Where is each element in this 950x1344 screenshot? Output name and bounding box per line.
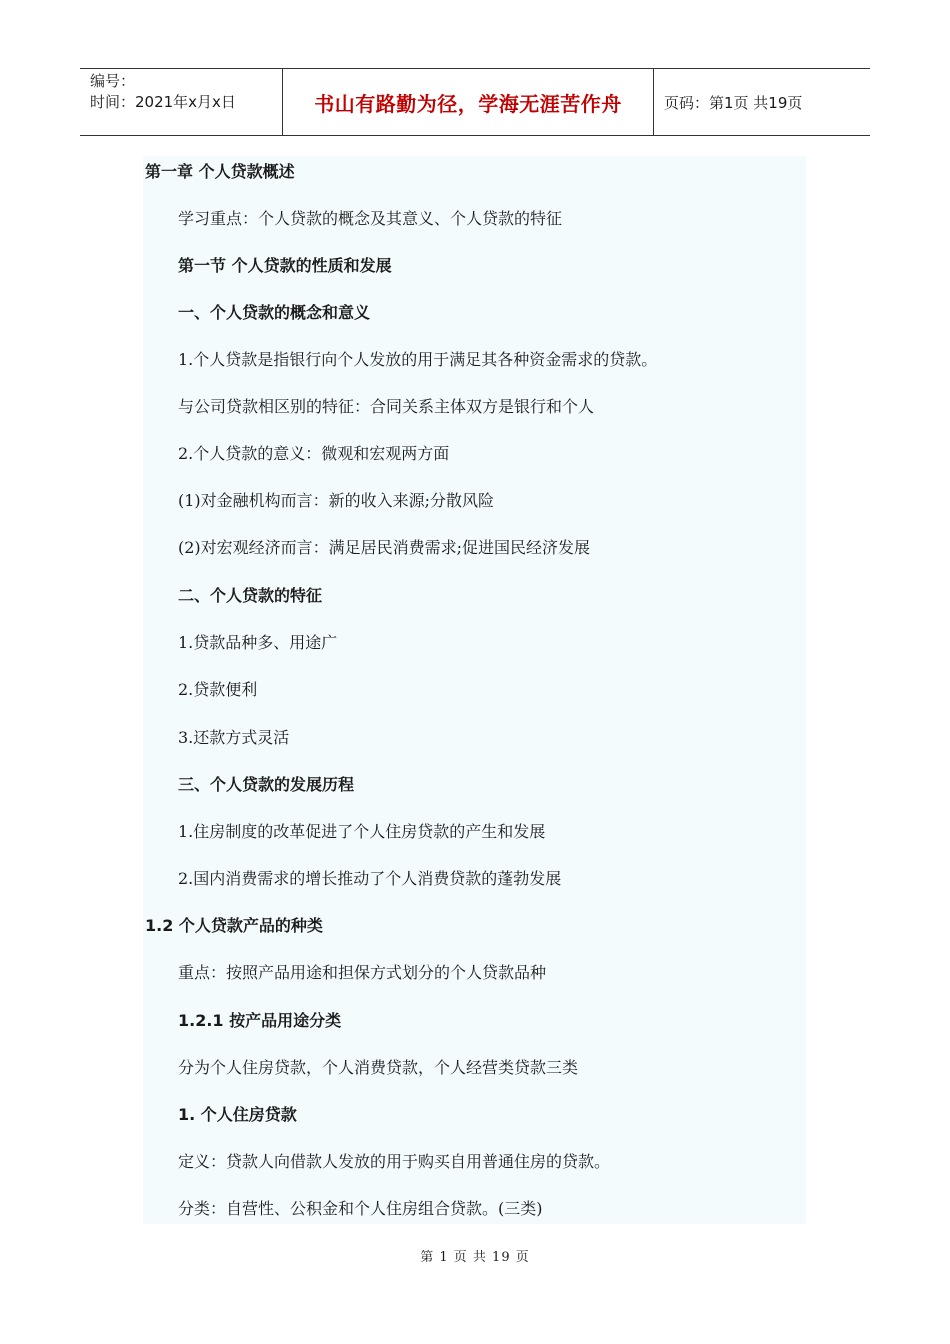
page-footer: 第 1 页 共 19 页 [420, 1250, 530, 1265]
paragraph-line: 2.个人贷款的意义：微观和宏观两方面 [178, 444, 450, 463]
paragraph-line: 1.个人贷款是指银行向个人发放的用于满足其各种资金需求的贷款。 [178, 350, 658, 369]
paragraph-line: (2)对宏观经济而言：满足居民消费需求;促进国民经济发展 [178, 538, 591, 557]
section-heading: 三、个人贷款的发展历程 [178, 775, 355, 794]
paragraph-line: 1.住房制度的改革促进了个人住房贷款的产生和发展 [178, 822, 546, 841]
paragraph-line: 3.还款方式灵活 [178, 728, 290, 747]
document-number: 编号： [90, 72, 136, 90]
paragraph-line: (1)对金融机构而言：新的收入来源;分散风险 [178, 491, 495, 510]
header-meta [80, 69, 283, 135]
section-heading: 第一章 个人贷款概述 [145, 162, 295, 181]
section-heading: 一、个人贷款的概念和意义 [178, 303, 371, 322]
paragraph-line: 学习重点：个人贷款的概念及其意义、个人贷款的特征 [178, 209, 563, 228]
paragraph-line: 2.国内消费需求的增长推动了个人消费贷款的蓬勃发展 [178, 869, 562, 888]
section-heading: 1. 个人住房贷款 [178, 1105, 297, 1124]
header-motto: 书山有路勤为径，学海无涯苦作舟 [283, 69, 654, 135]
paragraph-line: 2.贷款便利 [178, 680, 258, 699]
section-heading: 1.2.1 按产品用途分类 [178, 1011, 342, 1030]
paragraph-line: 与公司贷款相区别的特征：合同关系主体双方是银行和个人 [178, 397, 595, 416]
paragraph-line: 分类：自营性、公积金和个人住房组合贷款。(三类) [178, 1199, 543, 1218]
paragraph-line: 1.贷款品种多、用途广 [178, 633, 338, 652]
page-header [80, 68, 870, 136]
header-page-info: 页码：第1页 共19页 [664, 93, 803, 112]
document-date: 时间：2021年x月x日 [90, 93, 236, 111]
section-heading: 第一节 个人贷款的性质和发展 [178, 256, 392, 275]
section-heading: 二、个人贷款的特征 [178, 586, 323, 605]
section-heading: 1.2 个人贷款产品的种类 [145, 916, 323, 935]
paragraph-line: 定义：贷款人向借款人发放的用于购买自用普通住房的贷款。 [178, 1152, 611, 1171]
paragraph-line: 重点：按照产品用途和担保方式划分的个人贷款品种 [178, 963, 547, 982]
paragraph-line: 分为个人住房贷款，个人消费贷款，个人经营类贷款三类 [178, 1058, 579, 1077]
